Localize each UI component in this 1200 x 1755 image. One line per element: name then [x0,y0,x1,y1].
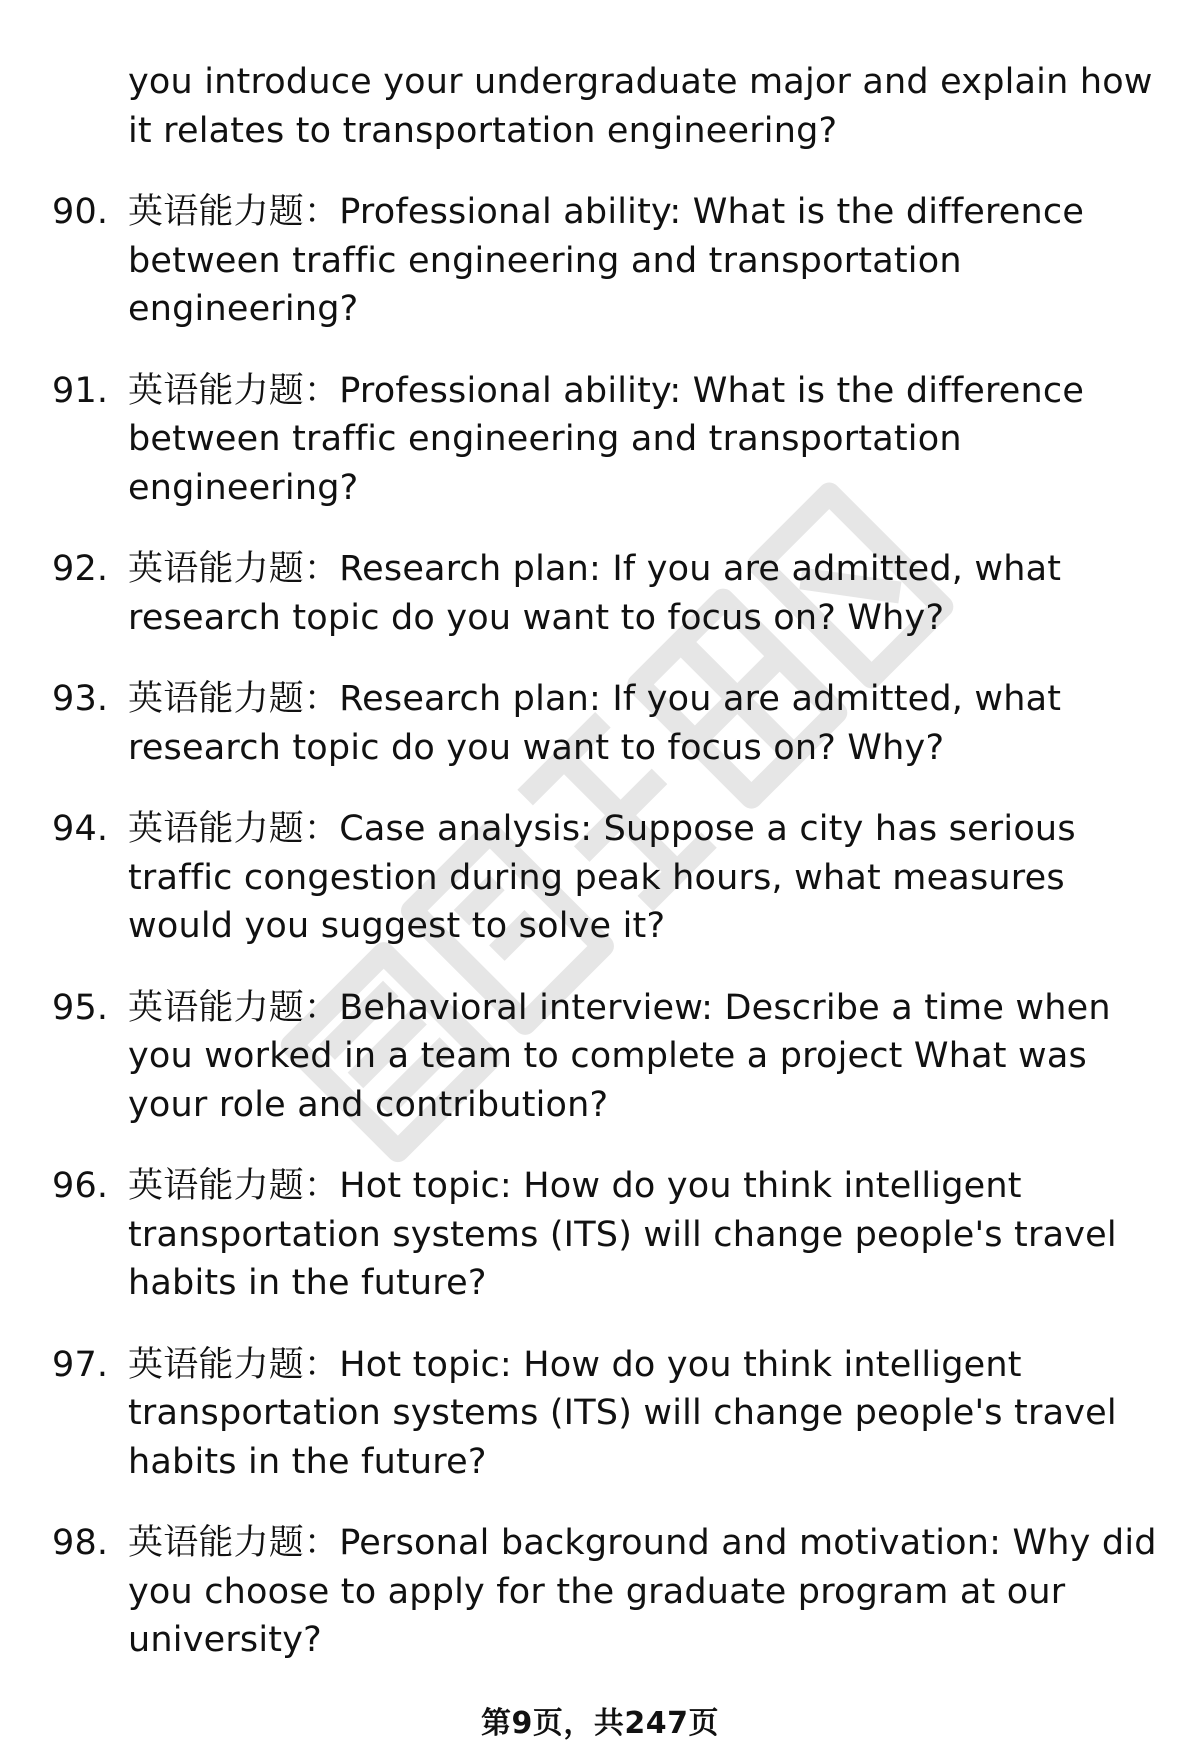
question-text: 英语能力题：Research plan: If you are admitted, what research topic do you want to focus on? Why? [128,549,1062,638]
question-number: 90. [52,192,109,232]
question-number: 91. [52,370,109,411]
question-text: 英语能力题：Research plan: If you are admitted, what research topic do you want to focus on? Why? [128,679,1062,768]
question-text: 英语能力题：Behavioral interview: Describe a time when you worked in a team to complete a project What was your role and contribution? [128,987,1111,1125]
question-number: 96. [52,1166,109,1206]
document-content [0,58,1200,1698]
question-item [0,188,1200,334]
question-item [0,367,1200,513]
question-number: 95. [52,987,109,1028]
question-text: 英语能力题：Hot topic: How do you think intelligent transportation systems (ITS) will change people's travel habits in the future? [128,1166,1117,1303]
question-text: 英语能力题：Professional ability: What is the difference between traffic engineering and transportation engineering? [128,192,1085,329]
page-footer: 第9页，共247页 [481,1706,719,1741]
question-text: 英语能力题：Hot topic: How do you think intelligent transportation systems (ITS) will change people's travel habits in the future? [128,1344,1117,1482]
question-item [0,545,1200,642]
question-item [0,1341,1200,1487]
question-item [0,1162,1200,1308]
question-item [0,984,1200,1130]
question-text: 英语能力题：Personal background and motivation: Why did you choose to apply for the graduate program at our university? [128,1523,1157,1660]
question-text: 英语能力题：Case analysis: Suppose a city has serious traffic congestion during peak hours, what measures would you suggest to solve it? [128,809,1076,946]
question-item [0,1519,1200,1665]
question-number: 97. [52,1344,109,1385]
question-text: 英语能力题：Professional ability: What is the difference between traffic engineering and transportation engineering? [128,370,1085,508]
question-item [0,805,1200,951]
question-number: 92. [52,549,109,589]
question-number: 93. [52,679,109,719]
question-item [0,675,1200,772]
continued-question-text: you introduce your undergraduate major and explain how it relates to transportation engineering? [128,62,1153,151]
question-number: 98. [52,1523,109,1563]
question-number: 94. [52,809,109,849]
